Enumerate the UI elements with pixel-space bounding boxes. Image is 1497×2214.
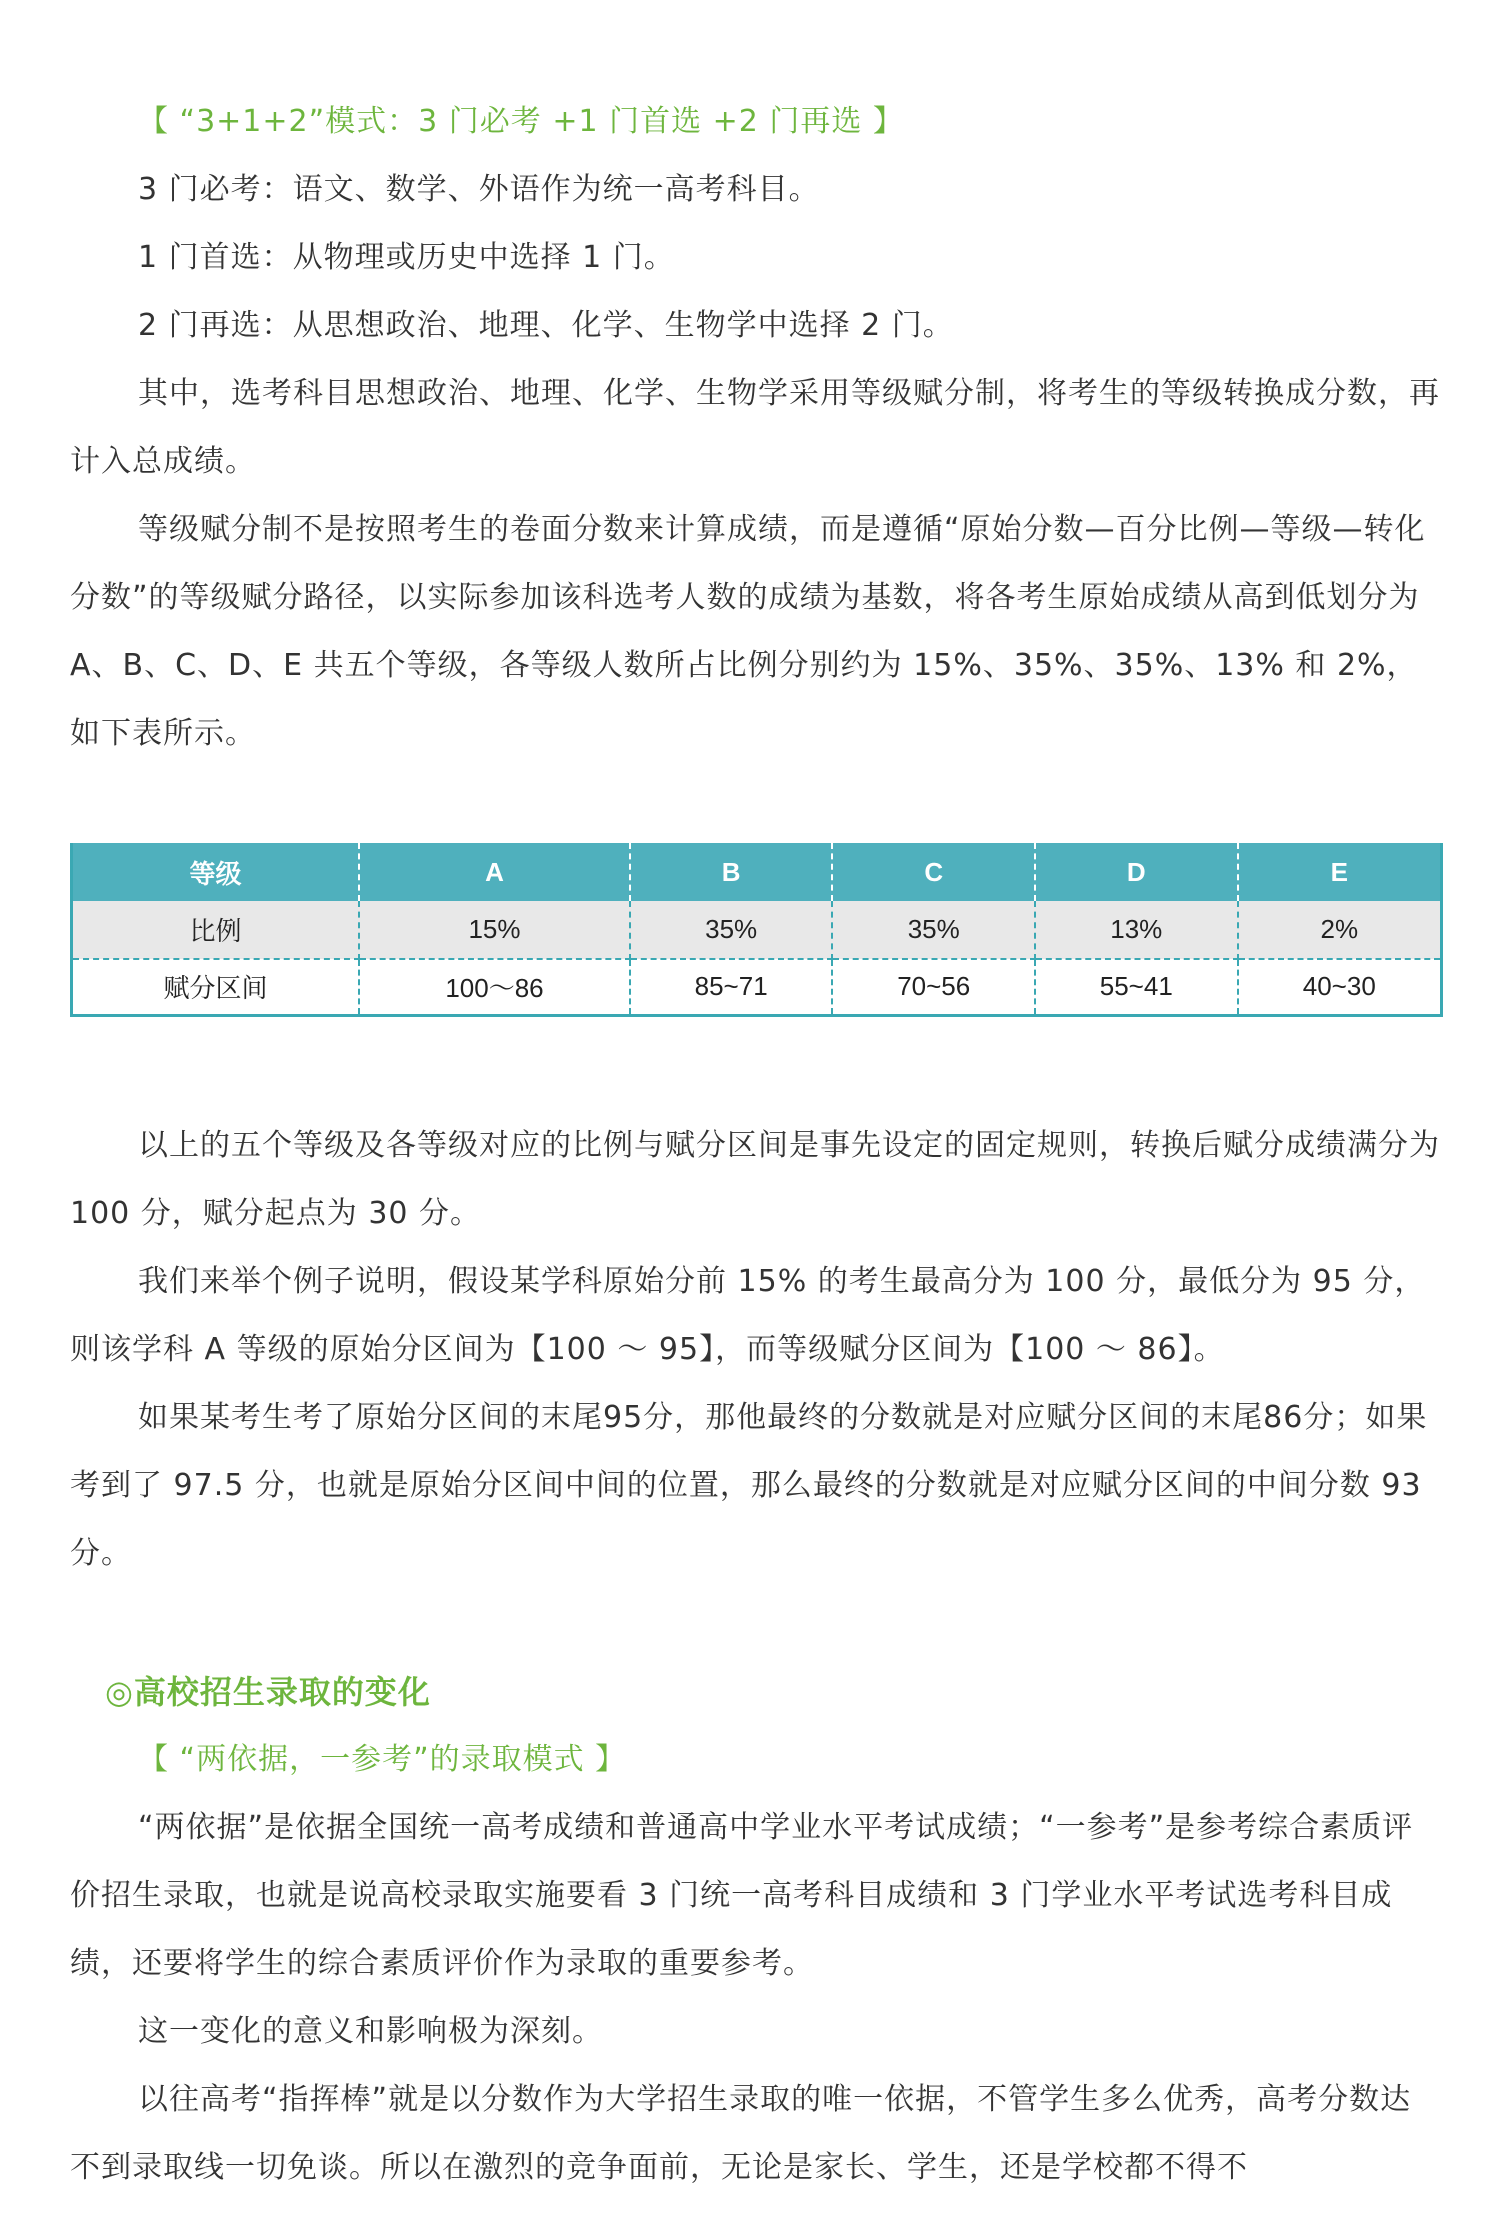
paragraph-required-subjects: 3 门必考：语文、数学、外语作为统一高考科目。 bbox=[138, 172, 820, 207]
table-cell: 85~71 bbox=[630, 959, 833, 1016]
top-section bbox=[70, 88, 1440, 768]
paragraph-example-continued: 如果某考生考了原始分区间的末尾95分，那他最终的分数就是对应赋分区间的末尾86分；如果考到了 97.5 分，也就是原始分区间中间的位置，那么最终的分数就是对应赋分区间的中间分数 93 分。 bbox=[70, 1400, 1428, 1571]
table-cell: 15% bbox=[359, 901, 630, 958]
grade-table bbox=[70, 843, 1443, 1017]
table-header-cell: D bbox=[1035, 843, 1238, 901]
table-cell: 2% bbox=[1238, 901, 1442, 958]
bottom-section bbox=[70, 1726, 1440, 2202]
table-header-cell: 等级 bbox=[72, 843, 360, 901]
mode-heading: 【 “3+1+2”模式：3 门必考 +1 门首选 +2 门再选 】 bbox=[138, 104, 904, 139]
paragraph-grade-scoring: 其中，选考科目思想政治、地理、化学、生物学采用等级赋分制，将考生的等级转换成分数，再计入总成绩。 bbox=[70, 376, 1440, 479]
paragraph-baton: 以往高考“指挥棒”就是以分数作为大学招生录取的唯一依据，不管学生多么优秀，高考分数达不到录取线一切免谈。所以在激烈的竞争面前，无论是家长、学生，还是学校都不得不 bbox=[70, 2082, 1412, 2185]
table-row-ratio bbox=[72, 901, 1442, 958]
table-row-range bbox=[72, 959, 1442, 1016]
paragraph-fixed-rules: 以上的五个等级及各等级对应的比例与赋分区间是事先设定的固定规则，转换后赋分成绩满分为 100 分，赋分起点为 30 分。 bbox=[70, 1128, 1440, 1231]
paragraph-first-choice: 1 门首选：从物理或历史中选择 1 门。 bbox=[138, 240, 675, 275]
table-cell: 35% bbox=[832, 901, 1035, 958]
table-cell: 35% bbox=[630, 901, 833, 958]
paragraph-example: 我们来举个例子说明，假设某学科原始分前 15% 的考生最高分为 100 分，最低分为 95 分，则该学科 A 等级的原始分区间为【100 ～ 95】，而等级赋分区间为【100 ～ 86】。 bbox=[70, 1264, 1426, 1367]
table-cell: 100～86 bbox=[359, 959, 630, 1016]
table-header-cell: C bbox=[832, 843, 1035, 901]
table-cell: 比例 bbox=[72, 901, 360, 958]
table-header-row bbox=[72, 843, 1442, 901]
table-cell: 70~56 bbox=[832, 959, 1035, 1016]
section-title-admission: ◎高校招生录取的变化 bbox=[105, 1673, 431, 1711]
paragraph-second-choice: 2 门再选：从思想政治、地理、化学、生物学中选择 2 门。 bbox=[138, 308, 954, 343]
table-cell: 40~30 bbox=[1238, 959, 1442, 1016]
table-cell: 55~41 bbox=[1035, 959, 1238, 1016]
paragraph-grade-path: 等级赋分制不是按照考生的卷面分数来计算成绩，而是遵循“原始分数—百分比例—等级—转化分数”的等级赋分路径，以实际参加该科选考人数的成绩为基数，将各考生原始成绩从高到低划分为 A、B、C、D、E 共五个等级，各等级人数所占比例分别约为 15%、35%、35%、13% 和 2%，如下表所示。 bbox=[70, 512, 1426, 751]
table-header-cell: E bbox=[1238, 843, 1442, 901]
table-header-cell: A bbox=[359, 843, 630, 901]
paragraph-significance: 这一变化的意义和影响极为深刻。 bbox=[138, 2014, 603, 2049]
admission-mode-heading: 【 “两依据，一参考”的录取模式 】 bbox=[138, 1742, 627, 1777]
table-header-cell: B bbox=[630, 843, 833, 901]
middle-section bbox=[70, 1112, 1440, 1588]
paragraph-two-basis: “两依据”是依据全国统一高考成绩和普通高中学业水平考试成绩；“一参考”是参考综合素质评价招生录取，也就是说高校录取实施要看 3 门统一高考科目成绩和 3 门学业水平考试选考科目成绩，还要将学生的综合素质评价作为录取的重要参考。 bbox=[70, 1810, 1414, 1981]
table-cell: 赋分区间 bbox=[72, 959, 360, 1016]
table-cell: 13% bbox=[1035, 901, 1238, 958]
